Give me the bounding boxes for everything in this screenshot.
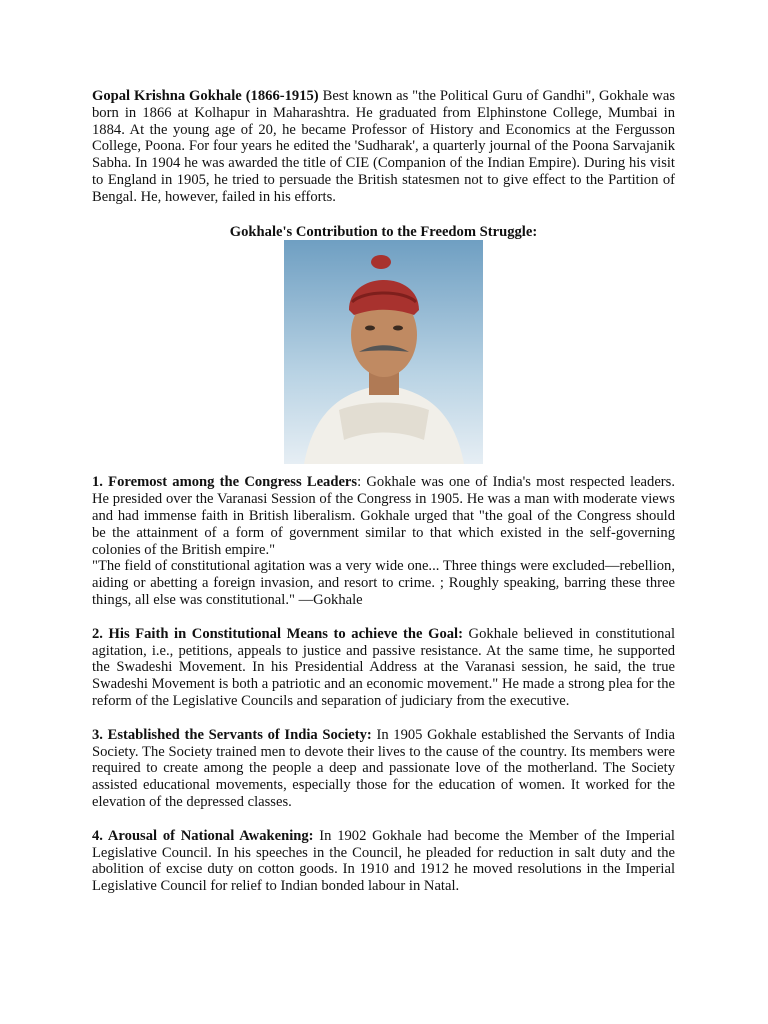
section-4	[92, 828, 675, 895]
section-4-title: 4. Arousal of National Awakening:	[92, 827, 314, 844]
document-page	[92, 88, 675, 912]
intro-title: Gopal Krishna Gokhale (1866-1915)	[92, 88, 319, 104]
portrait-image	[284, 240, 483, 464]
intro-text: Best known as "the Political Guru of Gandhi", Gokhale was born in 1866 at Kolhapur in Maharashtra. He graduated from Elphinstone College, Mumbai in 1884. At the young age of 20, he became Professor of History and Economics at the Fergusson College, Poona. For four years he edited the 'Sudharak', a quarterly journal of the Poona Sarvajanik Sabha. In 1904 he was awarded the title of CIE (Companion of the Indian Empire). During his visit to England in 1905, he tried to persuade the British statesmen not to give effect to the Partition of Bengal. He, however, failed in his efforts.	[92, 88, 676, 205]
section-1-title: 1. Foremost among the Congress Leaders	[92, 474, 358, 491]
section-heading: Gokhale's Contribution to the Freedom Struggle:	[229, 223, 538, 240]
section-3-title: 3. Established the Servants of India Society:	[92, 726, 372, 743]
section-2	[92, 626, 675, 710]
section-2-text: Gokhale believed in constitutional agitation, i.e., petitions, appeals to justice and passive resistance. At the same time, he supported the Swadeshi Movement. In his Presidential Address at the Varanasi session, he said, the true Swadeshi Movement is both a patriotic and an economic movement." He made a strong plea for the reform of the Legislative Councils and separation of judiciary from the executive.	[92, 625, 675, 709]
section-1-text: : Gokhale was one of India's most respected leaders. He presided over the Varanasi Session of the Congress in 1905. He was a man with moderate views and had immense faith in British liberalism. Gokhale urged that "the goal of the Congress should be the attainment of a form of government similar to that which existed in the self-governing colonies of the British empire."	[92, 474, 675, 558]
section-2-title: 2. His Faith in Constitutional Means to achieve the Goal:	[92, 625, 463, 642]
section-4-text: In 1902 Gokhale had become the Member of the Imperial Legislative Council. In his speeches in the Council, he pleaded for reduction in salt duty and the abolition of excise duty on cotton goods. In 1910 and 1912 he moved resolutions in the Imperial Legislative Council for relief to Indian bonded labour in Natal.	[92, 827, 675, 895]
section-3-text: In 1905 Gokhale established the Servants of India Society. The Society trained men to devote their lives to the cause of the country. Its members were required to create among the people a deep and passionate love of the motherland. The Society assisted educational movements, especially those for the education of women. It worked for the elevation of the depressed classes.	[92, 726, 676, 810]
section-3	[92, 727, 675, 811]
section-1-quote: "The field of constitutional agitation was a very wide one... Three things were excluded—rebellion, aiding or abetting a foreign invasion, and resort to crime. ; Roughly speaking, barring these three things, all else was constitutional." —Gokhale	[92, 558, 675, 608]
section-1	[92, 474, 675, 558]
intro-paragraph	[92, 88, 675, 206]
